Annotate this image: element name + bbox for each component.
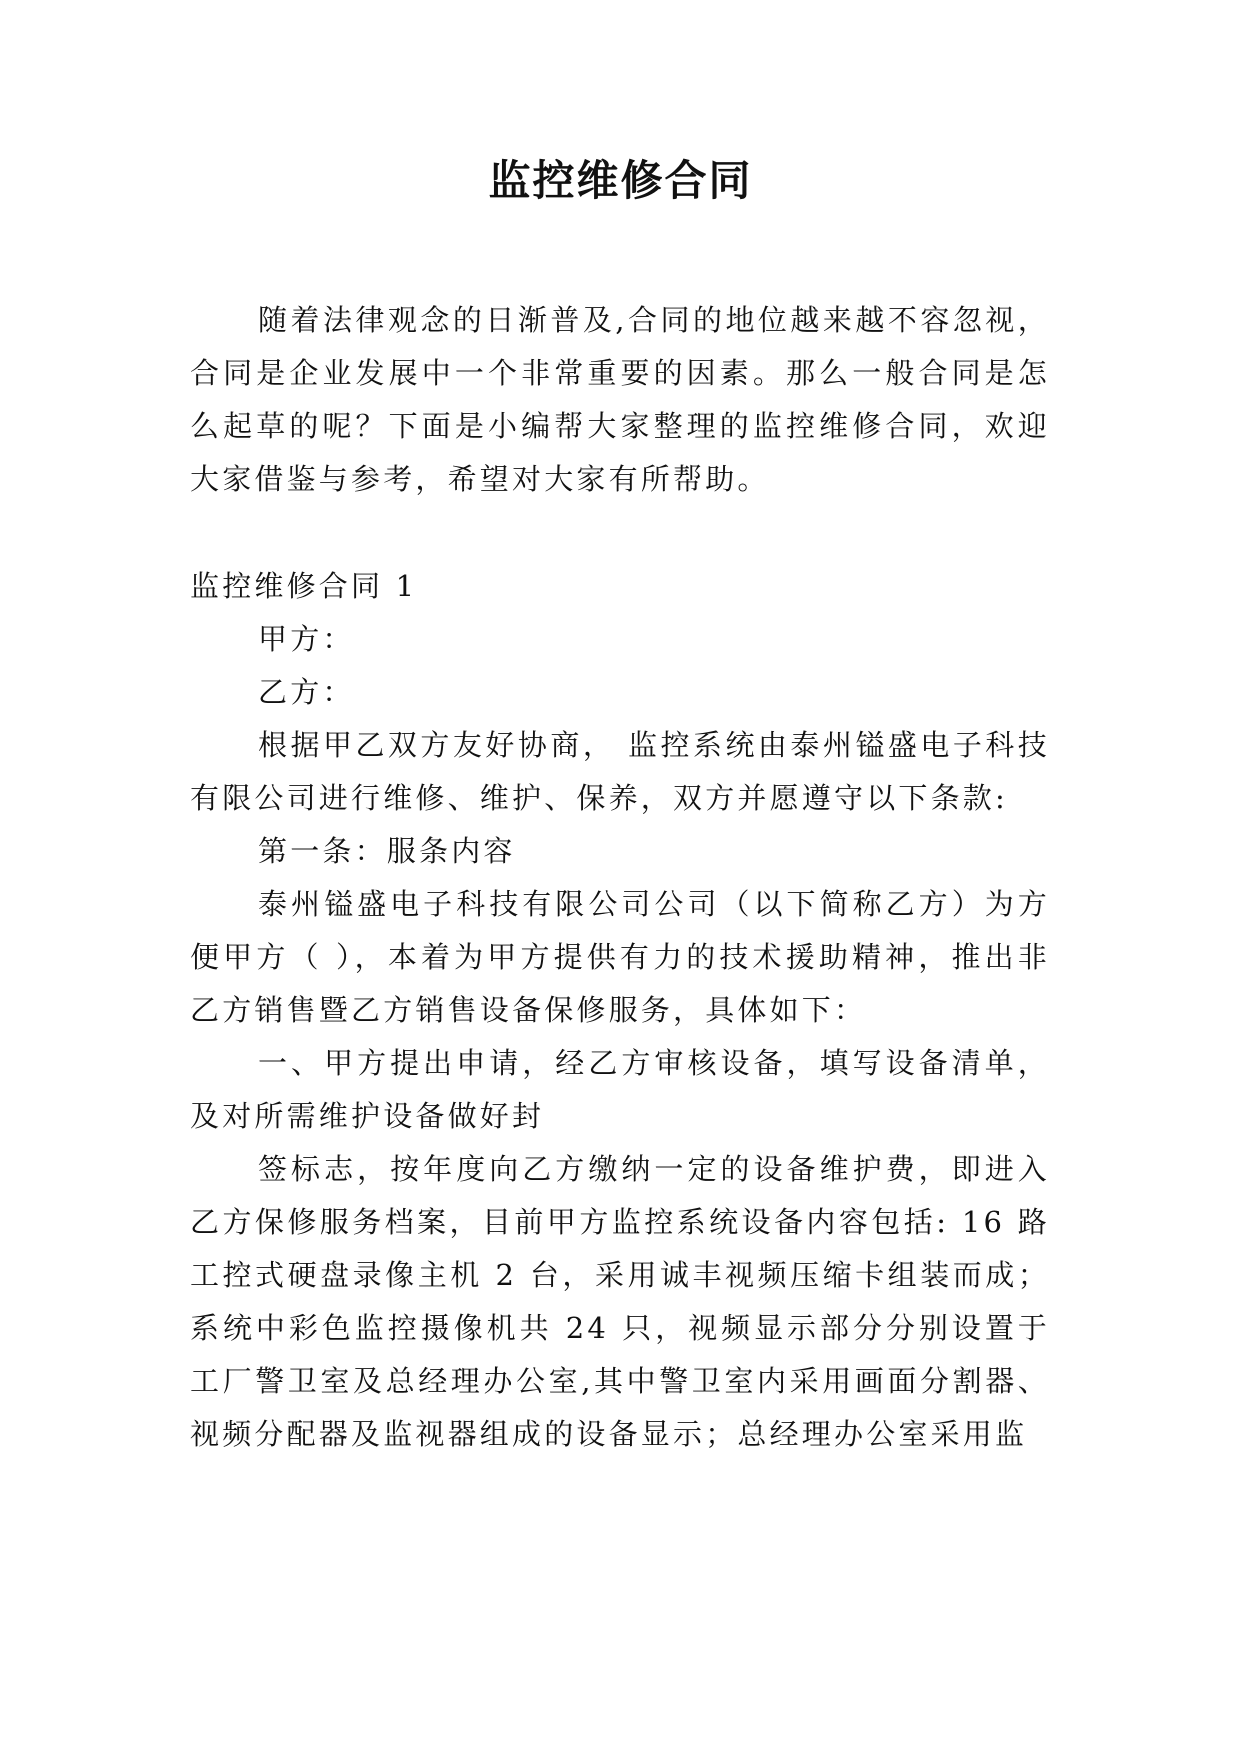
service-paragraph: 泰州镒盛电子科技有限公司公司（以下简称乙方）为方便甲方（ ），本着为甲方提供有力的技术援助精神，推出非乙方销售暨乙方销售设备保修服务，具体如下： [190,887,1050,1027]
document-title: 监控维修合同 [488,156,753,205]
paragraph-spacer [190,506,1050,560]
agreement-paragraph: 根据甲乙双方友好协商， 监控系统由泰州镒盛电子科技有限公司进行维修、维护、保养，双方并愿遵守以下条款: [190,728,1050,815]
document-body [190,294,1050,1461]
article-1-heading: 第一条：服条内容 [258,834,516,868]
intro-paragraph: 随着法律观念的日渐普及,合同的地位越来越不容忽视，合同是企业发展中一个非常重要的因素。那么一般合同是怎么起草的呢？下面是小编帮大家整理的监控维修合同，欢迎大家借鉴与参考，希望对大家有所帮助。 [190,303,1050,496]
party-a-line: 甲方： [258,622,355,656]
sign-paragraph: 签标志，按年度向乙方缴纳一定的设备维护费，即进入乙方保修服务档案，目前甲方监控系统设备内容包括: 16 路工控式硬盘录像主机 2 台，采用诚丰视频压缩卡组装而成；系统中彩色监控摄像机共 24 只，视频显示部分分别设置于工厂警卫室及总经理办公室,其中警卫室内采用画面分割器、视频分配器及监视器组成的设备显示；总经理办公室采用监 [190,1152,1050,1451]
section-heading: 监控维修合同 1 [190,569,418,603]
party-b-line: 乙方： [258,675,355,709]
item-1-paragraph: 一、甲方提出申请，经乙方审核设备，填写设备清单，及对所需维护设备做好封 [190,1046,1050,1133]
